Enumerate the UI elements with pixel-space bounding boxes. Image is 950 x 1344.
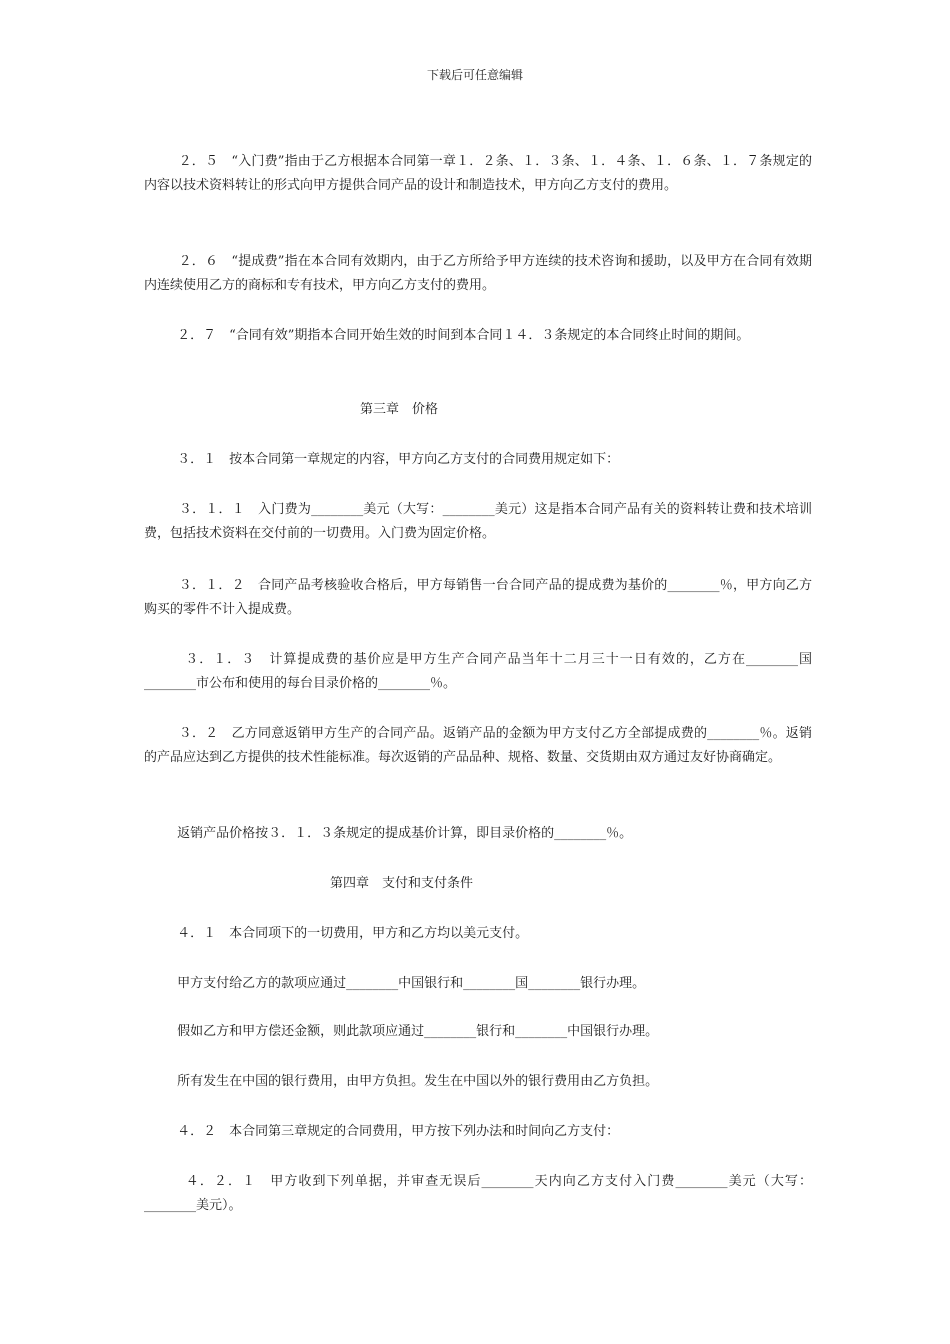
chapter-3-heading: 第三章 价格 [360,402,439,417]
clause-4-2: ４．２ 本合同第三章规定的合同费用，甲方按下列办法和时间向乙方支付： [144,1124,620,1139]
clause-3-1-1: ３．１．１ 入门费为________美元（大写：________美元）这是指本合同产品有关的资料转让费和技术培训费，包括技术资料在交付前的一切费用。入门费为固定价格。 [144,502,812,541]
clause-2-7: ２．７ “合同有效”期指本合同开始生效的时间到本合同１４．３条规定的本合同终止时间的期间。 [144,328,750,343]
clause-2-5: ２．５ “入门费”指由于乙方根据本合同第一章１．２条、１．３条、１．４条、１．６条、１．７条规定的内容以技术资料转让的形式向甲方提供合同产品的设计和制造技术，甲方向乙方支付的费用。 [144,154,813,193]
clause-4-2-1: ４．２．１ 甲方收到下列单据，并审查无误后________天内向乙方支付入门费________美元（大写：________美元）。 [144,1174,812,1213]
clause-3-1: ３．１ 按本合同第一章规定的内容，甲方向乙方支付的合同费用规定如下： [144,452,620,467]
clause-3-1-3: ３．１．３ 计算提成费的基价应是甲方生产合同产品当年十二月三十一日有效的，乙方在________国________市公布和使用的每台目录价格的________％。 [144,652,812,691]
clause-4-1: ４．１ 本合同项下的一切费用，甲方和乙方均以美元支付。 [144,926,529,941]
clause-3-1-2: ３．１．２ 合同产品考核验收合格后，甲方每销售一台合同产品的提成费为基价的________％，甲方向乙方购买的零件不计入提成费。 [144,578,812,617]
chapter-4-heading: 第四章 支付和支付条件 [330,876,474,891]
clause-2-6: ２．６ “提成费”指在本合同有效期内，由于乙方所给予甲方连续的技术咨询和援助，以及甲方在合同有效期内连续使用乙方的商标和专有技术，甲方向乙方支付的费用。 [144,254,813,293]
clause-4-1-bank: 甲方支付给乙方的款项应通过________中国银行和________国________银行办理。 [144,976,646,991]
clause-3-2-return-price: 返销产品价格按３．１．３条规定的提成基价计算，即目录价格的________％。 [144,826,633,841]
page-header: 下载后可任意编辑 [426,68,523,82]
clause-3-2: ３．２ 乙方同意返销甲方生产的合同产品。返销产品的金额为甲方支付乙方全部提成费的________％。返销的产品应达到乙方提供的技术性能标准。每次返销的产品品种、规格、数量、交货期由双方通过友好协商确定。 [144,726,812,765]
clause-4-1-repayment: 假如乙方和甲方偿还金额，则此款项应通过________银行和________中国银行办理。 [144,1024,659,1039]
clause-4-1-bank-charges: 所有发生在中国的银行费用，由甲方负担。发生在中国以外的银行费用由乙方负担。 [144,1074,659,1089]
